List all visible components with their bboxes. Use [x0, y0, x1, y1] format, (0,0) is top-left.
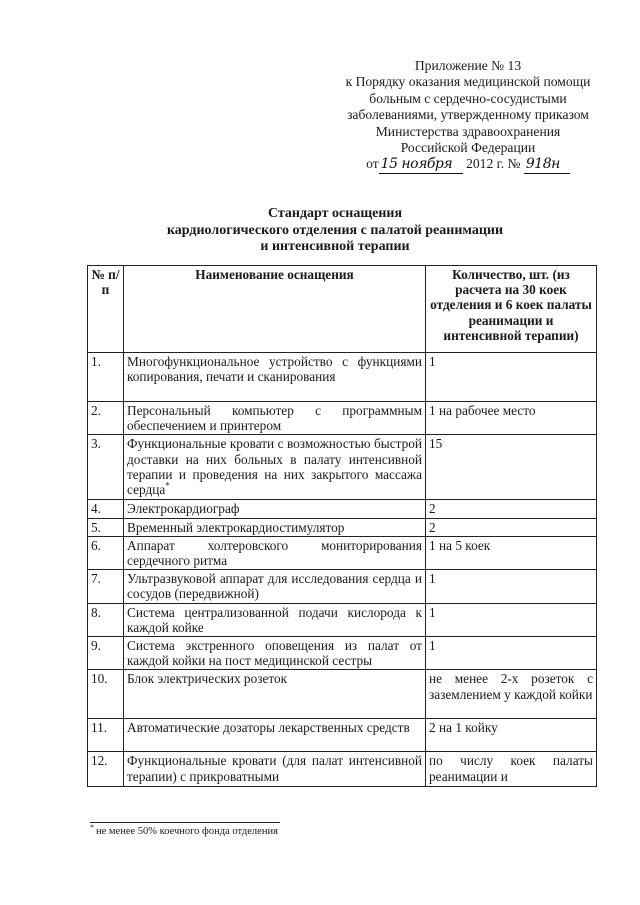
row-num: 3. — [88, 435, 124, 500]
table-row — [88, 536, 597, 569]
row-name: Электрокардиограф — [124, 500, 426, 518]
row-qty: 2 — [426, 518, 597, 536]
row-num: 12. — [88, 752, 124, 787]
appendix-line: Российской Федерации — [400, 140, 536, 156]
appendix-line: к Порядку оказания медицинской помощи — [345, 74, 591, 90]
footnote-divider — [90, 822, 280, 823]
row-name: Аппарат холтеровского мониторирования сердечного ритма — [124, 536, 426, 569]
order-date-line — [318, 156, 618, 173]
handwritten-date: 15 ноября — [379, 156, 463, 173]
table-row — [88, 752, 597, 787]
table-row — [88, 670, 597, 719]
row-name: Блок электрических розеток — [124, 670, 426, 719]
row-num: 1. — [88, 353, 124, 402]
footnote — [90, 822, 278, 838]
row-num: 11. — [88, 719, 124, 752]
row-qty: 1 — [426, 570, 597, 603]
row-name: Функциональные кровати (для палат интенсивной терапии) с прикроватными — [124, 752, 426, 787]
row-qty: 2 — [426, 500, 597, 518]
row-name: Многофункциональное устройство с функциями копирования, печати и сканирования — [124, 353, 426, 402]
table-row — [88, 402, 597, 435]
appendix-line: больным с сердечно-сосудистыми — [369, 90, 567, 106]
row-num: 7. — [88, 570, 124, 603]
row-name: Система экстренного оповещения из палат от каждой койки на пост медицинской сестры — [124, 637, 426, 670]
row-qty: 15 — [426, 435, 597, 500]
footnote-text: не менее 50% коечного фонда отделения — [96, 826, 278, 837]
table-row — [88, 500, 597, 518]
row-name: Временный электрокардиостимулятор — [124, 518, 426, 536]
appendix-line: Министерства здравоохранения — [375, 123, 561, 139]
row-qty: 1 на рабочее место — [426, 402, 597, 435]
table-row — [88, 603, 597, 636]
table-row — [88, 353, 597, 402]
date-year: 2012 г. № — [466, 156, 521, 172]
row-qty: не менее 2-х розеток с заземлением у каждой койки — [426, 670, 597, 719]
row-qty: 2 на 1 койку — [426, 719, 597, 752]
row-num: 8. — [88, 603, 124, 636]
appendix-line: заболеваниями, утвержденному приказом — [347, 107, 589, 123]
table-header-row — [88, 266, 597, 353]
row-num: 5. — [88, 518, 124, 536]
handwritten-order-number: 918н — [524, 156, 570, 173]
row-name: Персональный компьютер с программным обеспечением и принтером — [124, 402, 426, 435]
footnote-mark: * — [90, 822, 94, 832]
row-name: Автоматические дозаторы лекарственных средств — [124, 719, 426, 752]
row-name: Система централизованной подачи кислорода к каждой койке — [124, 603, 426, 636]
equipment-table — [87, 265, 597, 787]
appendix-title: Приложение № 13 — [414, 58, 522, 73]
table-row — [88, 719, 597, 752]
appendix-header — [318, 58, 618, 174]
document-title — [120, 206, 550, 256]
title-line: и интенсивной терапии — [260, 239, 410, 255]
row-qty: 1 — [426, 353, 597, 402]
row-qty: по числу коек палаты реанимации и — [426, 752, 597, 787]
row-qty: 1 — [426, 603, 597, 636]
table-row — [88, 435, 597, 500]
table-row — [88, 637, 597, 670]
row-name-text: Функциональные кровати с возможностью быстрой доставки на них больных в палату интенсивной терапии и проведения на них закрытого массажа сердца — [127, 436, 422, 498]
header-num: № п/п — [88, 266, 124, 353]
row-num: 4. — [88, 500, 124, 518]
title-line: кардиологического отделения с палатой реанимации — [166, 222, 504, 238]
header-name: Наименование оснащения — [124, 266, 426, 353]
row-qty: 1 — [426, 637, 597, 670]
row-num: 6. — [88, 536, 124, 569]
date-prefix: от — [366, 156, 379, 172]
row-num: 10. — [88, 670, 124, 719]
row-num: 2. — [88, 402, 124, 435]
footnote-marker: * — [165, 480, 170, 491]
header-qty: Количество, шт. (из расчета на 30 коек отделения и 6 коек палаты реанимации и интенсивной терапии) — [426, 266, 597, 353]
row-name: Ультразвуковой аппарат для исследования сердца и сосудов (передвижной) — [124, 570, 426, 603]
row-qty: 1 на 5 коек — [426, 536, 597, 569]
row-num: 9. — [88, 637, 124, 670]
table-row — [88, 518, 597, 536]
row-name — [124, 435, 426, 500]
table-row — [88, 570, 597, 603]
title-line: Стандарт оснащения — [267, 206, 403, 221]
